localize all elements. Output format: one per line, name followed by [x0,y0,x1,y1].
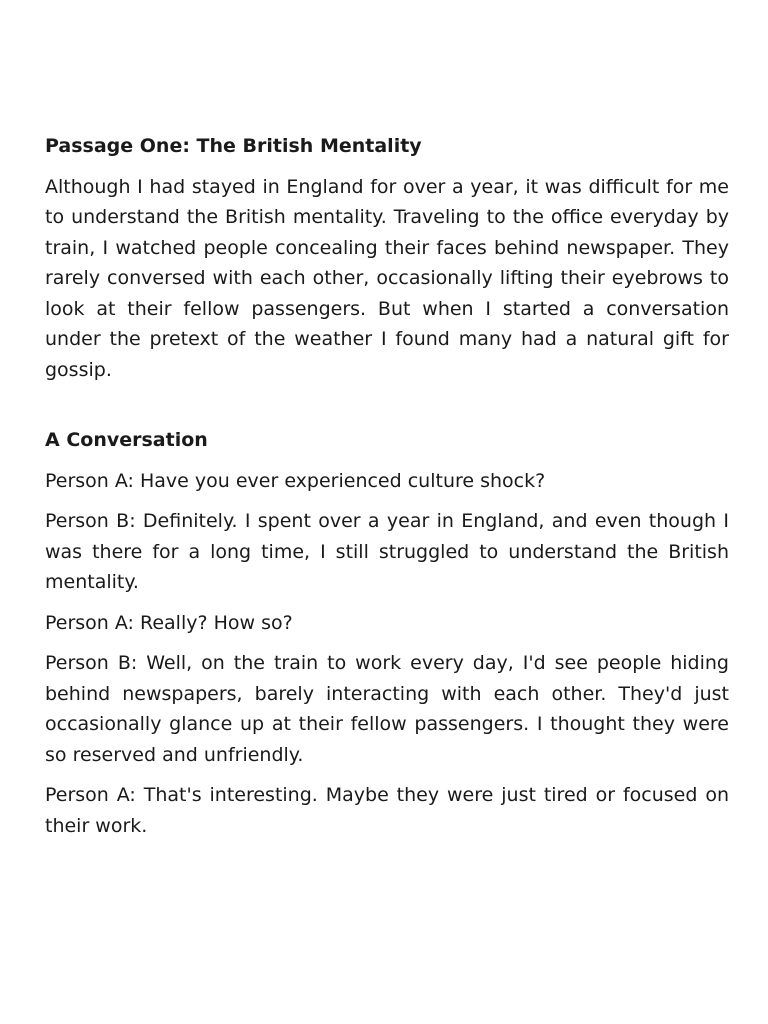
conversation-line-4: Person B: Well, on the train to work every day, I'd see people hiding behind newspapers, barely interacting with each other. They'd just occasionally glance up at their fellow passengers. I thought they were so reserved and unfriendly. [45,652,729,766]
conversation-title: A Conversation [45,429,208,451]
conversation-line-3: Person A: Really? How so? [45,611,293,634]
conversation-line-5: Person A: That's interesting. Maybe they were just tired or focused on their work. [45,784,729,837]
document-page [45,131,729,851]
conversation-line-2: Person B: Definitely. I spent over a year in England, and even though I was there for a long time, I still struggled to understand the British mentality. [45,510,729,593]
conversation-line-1: Person A: Have you ever experienced culture shock? [45,469,546,492]
passage-body: Although I had stayed in England for over a year, it was difficult for me to understand the British mentality. Traveling to the office everyday by train, I watched people concealing their faces behind newspaper. They rarely conversed with each other, occasionally lifting their eyebrows to look at their fellow passengers. But when I started a conversation under the pretext of the weather I found many had a natural gift for gossip. [45,175,729,381]
section-spacer [45,395,729,425]
passage-title: Passage One: The British Mentality [45,135,422,157]
